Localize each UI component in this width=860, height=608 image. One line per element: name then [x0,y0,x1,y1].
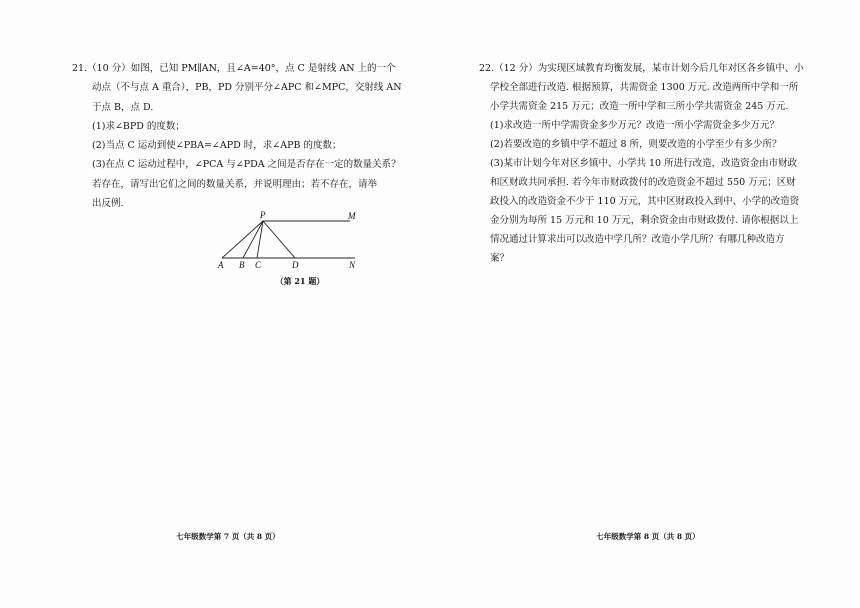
problem-21-question-3: (3)在点 C 运动过程中，∠PCA 与∠PDA 之间是否存在一定的数量关系？ [92,159,401,171]
point-label-p: P [260,210,266,220]
point-label-m: M [348,211,356,221]
problem-21-question-1: (1)求∠BPD 的度数； [92,120,185,132]
problem-22-line: 22.（12 分）为实现区域教育均衡发展，某市计划今后几年对区各乡镇中、小 [479,63,804,74]
problem-22-question-3: (3)某市计划今年对区乡镇中、小学共 10 所进行改造，改造资金由市财政 [490,158,798,169]
point-label-d: D [292,260,299,270]
point-label-c: C [255,260,262,270]
point-label-n: N [349,260,356,270]
problem-21-line: 于点 B，点 D. [92,101,154,113]
problem-21 [72,59,402,213]
point-label-a: A [218,260,224,270]
segment-pd [263,221,295,258]
problem-22-line: 小学共需资金 215 万元；改造一所中学和三所小学共需资金 245 万元. [490,101,789,112]
problem-22-line: 政投入的改造资金不少于 110 万元，其中区财政投入到中、小学的改造资 [490,196,800,207]
problem-21-line: 若存在，请写出它们之间的数量关系，并说明理由；若不存在，请举 [92,178,378,190]
problem-22-line: 情况通过计算求出可以改造中学几所？改造小学几所？有哪几种改造方 [490,234,785,245]
figure-caption: （第 21 题） [275,276,325,286]
page-footer-left: 七年级数学第 7 页（共 8 页） [176,532,280,541]
problem-22-question-2: (2)若要改造的乡镇中学不超过 8 所，则要改造的小学至少有多少所？ [490,139,782,150]
problem-22 [479,59,804,268]
page-footer-right: 七年级数学第 8 页（共 8 页） [596,532,700,541]
segment-pa [222,221,263,258]
problem-22-line: 学校全部进行改造. 根据预算，共需资金 1300 万元. 改造两所中学和一所 [490,82,799,93]
problem-22-question-1: (1)求改造一所中学需资金多少万元？改造一所小学需资金多少万元？ [490,120,779,131]
problem-22-line: 金分别为每所 15 万元和 10 万元，剩余资金由市财政拨付. 请你根据以上 [490,215,799,226]
geometry-figure [210,206,365,276]
problem-21-question-2: (2)当点 C 运动到使∠PBA=∠APD 时，求∠APB 的度数； [92,140,342,152]
problem-21-line: 21.（10 分）如图，已知 PM∥AN，且∠A=40°，点 C 是射线 AN 上的一个 [72,63,396,74]
problem-22-line: 和区财政共同承担. 若今年市财政拨付的改造资金不超过 550 万元；区财 [490,177,796,188]
problem-22-line: 案？ [490,253,510,264]
problem-21-line: 出反例. [92,198,124,210]
point-label-b: B [239,260,245,270]
problem-21-line: 动点（不与点 A 重合），PB，PD 分别平分∠APC 和∠MPC，交射线 AN [92,82,402,94]
